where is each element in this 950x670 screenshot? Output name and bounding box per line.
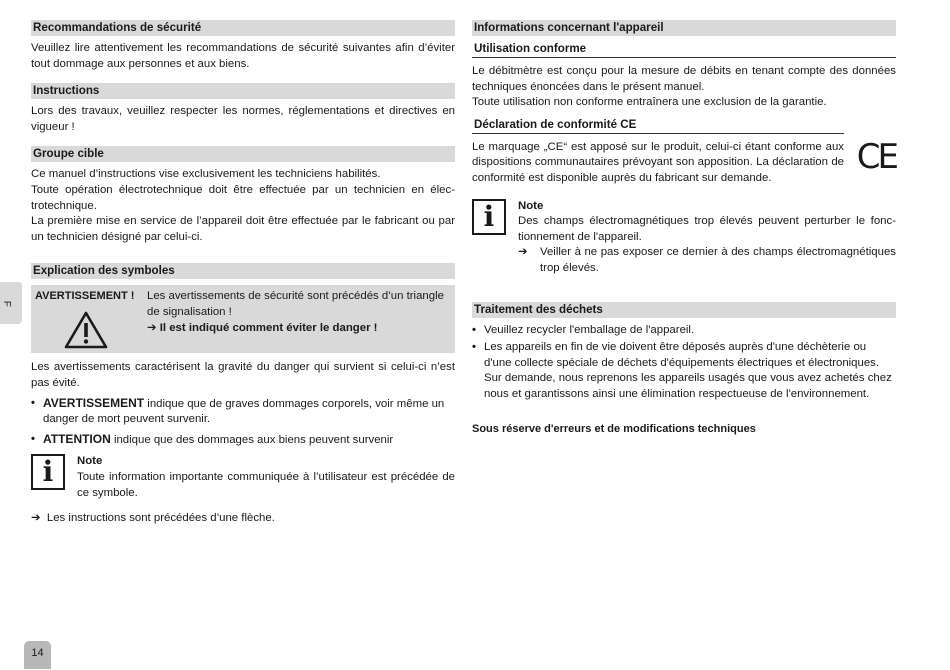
list-item: • ATTENTION indique que des dommages aux biens peuvent survenir <box>31 432 455 449</box>
heading-disposal: Traitement des déchets <box>472 302 896 318</box>
list-item: • Veuillez recycler l'emballage de l'appareil. <box>472 323 896 339</box>
symbols-after-text: Les avertissements caractérisent la gravité du danger qui survient si celui-ci n’est pas évité. <box>31 361 455 389</box>
severity-list <box>31 396 455 449</box>
target-line-1: Ce manuel d’instructions vise exclusivement les techniciens habilités. <box>31 168 381 181</box>
language-tab <box>0 282 22 324</box>
heading-safety: Recommandations de sécurité <box>31 20 455 36</box>
heading-symbols: Explication des symboles <box>31 263 455 279</box>
info-icon: i <box>472 199 506 235</box>
list-item: • Les appareils en fin de vie doivent être déposés auprès d'une déchèterie ou d'une collecte spéciale de déchets d'équipements électriques et électroniques. Sur demande, nous reprenons les appareils usagés que vous avez achetés chez nous et garantissons ainsi une élimination respectueuse de l'environnement. <box>472 340 896 402</box>
note-title: Note <box>77 455 103 468</box>
instructions-text: Lors des travaux, veuillez respecter les normes, réglementations et directives en vigueur ! <box>31 105 455 133</box>
note-arrow-text: Veiller à ne pas exposer ce dernier à des champs électromagnétiques trop élevés. <box>540 246 896 274</box>
info-icon: i <box>31 454 65 490</box>
disposal-list <box>472 323 896 403</box>
list-item: • AVERTISSEMENT indique que de graves dommages corporels, voir même un danger de mort peuvent survenir. <box>31 396 455 428</box>
subheading-ce: Déclaration de conformité CE <box>472 117 844 134</box>
footer-note: Sous réserve d'erreurs et de modifications techniques <box>472 422 756 435</box>
warning-box <box>31 285 455 353</box>
arrow-instruction-text: Les instructions sont précédées d’une flèche. <box>46 512 275 525</box>
arrow-icon: ➔ <box>518 246 528 259</box>
heading-instructions: Instructions <box>31 83 455 99</box>
ce-mark-icon: CE <box>856 136 896 177</box>
safety-text: Veuillez lire attentivement les recommandations de sécurité suivantes afin d’éviter tout dommage aux personnes et aux biens. <box>31 42 455 70</box>
left-column <box>31 20 455 527</box>
warning-triangle-icon <box>63 310 109 350</box>
arrow-icon: ➔ <box>147 321 157 334</box>
note-text: Toute information importante communiquée à l’utilisateur est précédée de ce symbole. <box>77 470 455 499</box>
note-block <box>31 454 455 501</box>
ce-section <box>472 117 896 187</box>
subheading-intended-use: Utilisation conforme <box>472 41 896 58</box>
heading-target-group: Groupe cible <box>31 146 455 162</box>
note-block-emc <box>472 199 896 277</box>
ce-text: Le marquage „CE“ est apposé sur le produit, celui-ci étant conforme aux dispositions communautaires prévoyant son apposition. La déclaration de conformité est disponible auprès du fabricant sur demande. <box>472 140 844 184</box>
arrow-instruction <box>31 511 455 527</box>
note-text: Des champs électromagnétiques trop élevés peuvent perturber le fonc-tionnement de l'appareil. <box>518 215 896 243</box>
heading-device-info: Informations concernant l'appareil <box>472 20 896 36</box>
warning-explanation: Les avertissements de sécurité sont précédés d’un triangle de signalisation ! <box>147 290 444 318</box>
language-tab-label: F <box>0 300 12 307</box>
target-line-3: La première mise en service de l’appareil doit être effectuée par le fabricant ou par un technicien désigné par celui-ci. <box>31 215 455 243</box>
target-line-2: Toute opération électrotechnique doit être effectuée par un technicien en élec-trotechnique. <box>31 183 455 212</box>
intended-use-line-1: Le débitmètre est conçu pour la mesure de débits en tenant compte des données techniques énoncées dans le présent manuel. <box>472 65 896 93</box>
right-column <box>472 20 896 437</box>
arrow-icon: ➔ <box>31 512 41 525</box>
intended-use-text <box>472 64 896 111</box>
warning-box-text <box>147 289 452 336</box>
target-group-text <box>31 167 455 245</box>
intended-use-line-2: Toute utilisation non conforme entraînera une exclusion de la garantie. <box>472 96 827 109</box>
page-number: 14 <box>24 641 51 669</box>
warning-arrow-text: Il est indiqué comment éviter le danger ! <box>159 321 378 334</box>
note-title: Note <box>518 199 544 212</box>
note-arrow-line <box>518 245 896 276</box>
warning-arrow-line <box>147 321 452 337</box>
warning-label: AVERTISSEMENT ! <box>35 290 135 303</box>
